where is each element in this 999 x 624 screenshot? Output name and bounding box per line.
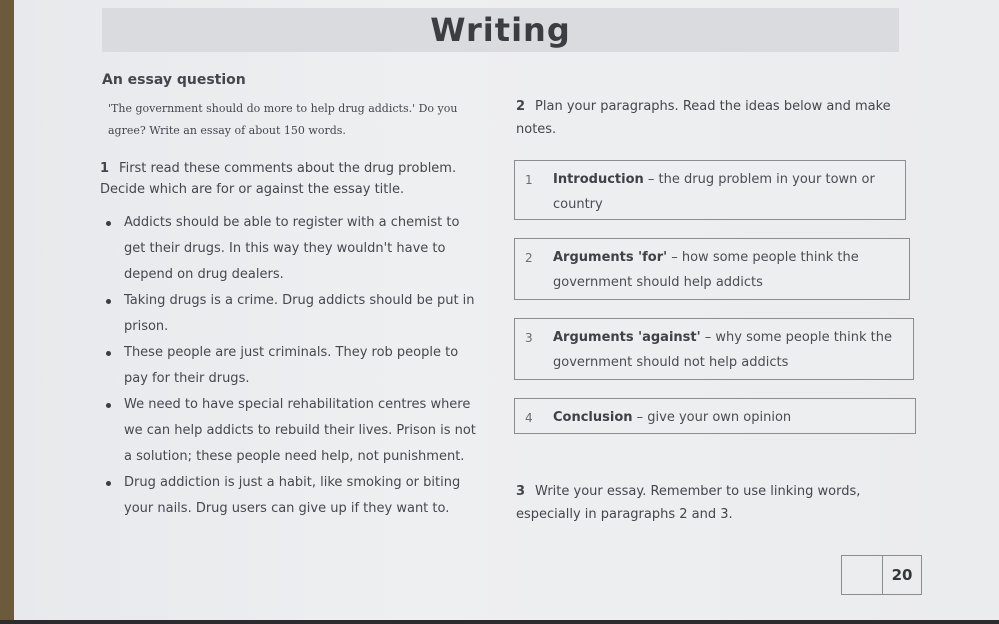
paragraph-plan-box <box>514 398 916 434</box>
task-2-text: Plan your paragraphs. Read the ideas below and make notes. <box>516 99 891 137</box>
workbook-page <box>14 0 999 622</box>
page-title: Writing <box>430 11 571 49</box>
paragraph-heading: Arguments 'for' <box>553 250 668 265</box>
essay-prompt: 'The government should do more to help drug addicts.' Do you agree? Write an essay of about 150 words. <box>108 102 458 137</box>
paragraph-number: 4 <box>525 411 533 425</box>
paragraph-description: – how some people think the government should help addicts <box>553 250 859 290</box>
paragraph-number: 2 <box>525 251 533 265</box>
task-3-number: 3 <box>516 484 526 499</box>
list-item: Taking drugs is a crime. Drug addicts should be put in prison. <box>104 288 484 340</box>
paragraph-description: – why some people think the government should not help addicts <box>553 330 892 370</box>
paragraph-number: 1 <box>525 173 533 187</box>
paragraph-heading: Arguments 'against' <box>553 330 701 345</box>
table-edge <box>0 620 999 624</box>
paragraph-description: – the drug problem in your town or country <box>553 172 875 212</box>
task-2 <box>516 95 916 141</box>
comments-list <box>104 210 484 522</box>
task-1-number: 1 <box>100 161 110 176</box>
list-item: Drug addiction is just a habit, like smoking or biting your nails. Drug users can give up if they want to. <box>104 470 484 522</box>
task-1 <box>100 158 490 200</box>
task-3-text: Write your essay. Remember to use linking words, especially in paragraphs 2 and 3. <box>516 484 861 522</box>
list-item: We need to have special rehabilitation centres where we can help addicts to rebuild their lives. Prison is not a solution; these people need help, not punishment. <box>104 392 484 470</box>
paragraph-heading: Conclusion <box>553 410 633 425</box>
paragraph-description: – give your own opinion <box>632 410 792 425</box>
essay-heading: An essay question <box>102 72 246 88</box>
paragraph-plan-box <box>514 238 910 300</box>
paragraph-heading: Introduction <box>553 172 644 187</box>
page-number-blank-box <box>841 555 883 595</box>
page-number: 20 <box>882 555 922 595</box>
task-1-text: First read these comments about the drug problem. Decide which are for or against the essay title. <box>100 161 457 197</box>
task-2-number: 2 <box>516 99 526 114</box>
header-band <box>102 8 899 52</box>
list-item: Addicts should be able to register with a chemist to get their drugs. In this way they wouldn't have to depend on drug dealers. <box>104 210 484 288</box>
paragraph-plan-box <box>514 160 906 220</box>
paragraph-plan-box <box>514 318 914 380</box>
list-item: These people are just criminals. They rob people to pay for their drugs. <box>104 340 484 392</box>
paragraph-number: 3 <box>525 331 533 345</box>
task-3 <box>516 480 926 526</box>
